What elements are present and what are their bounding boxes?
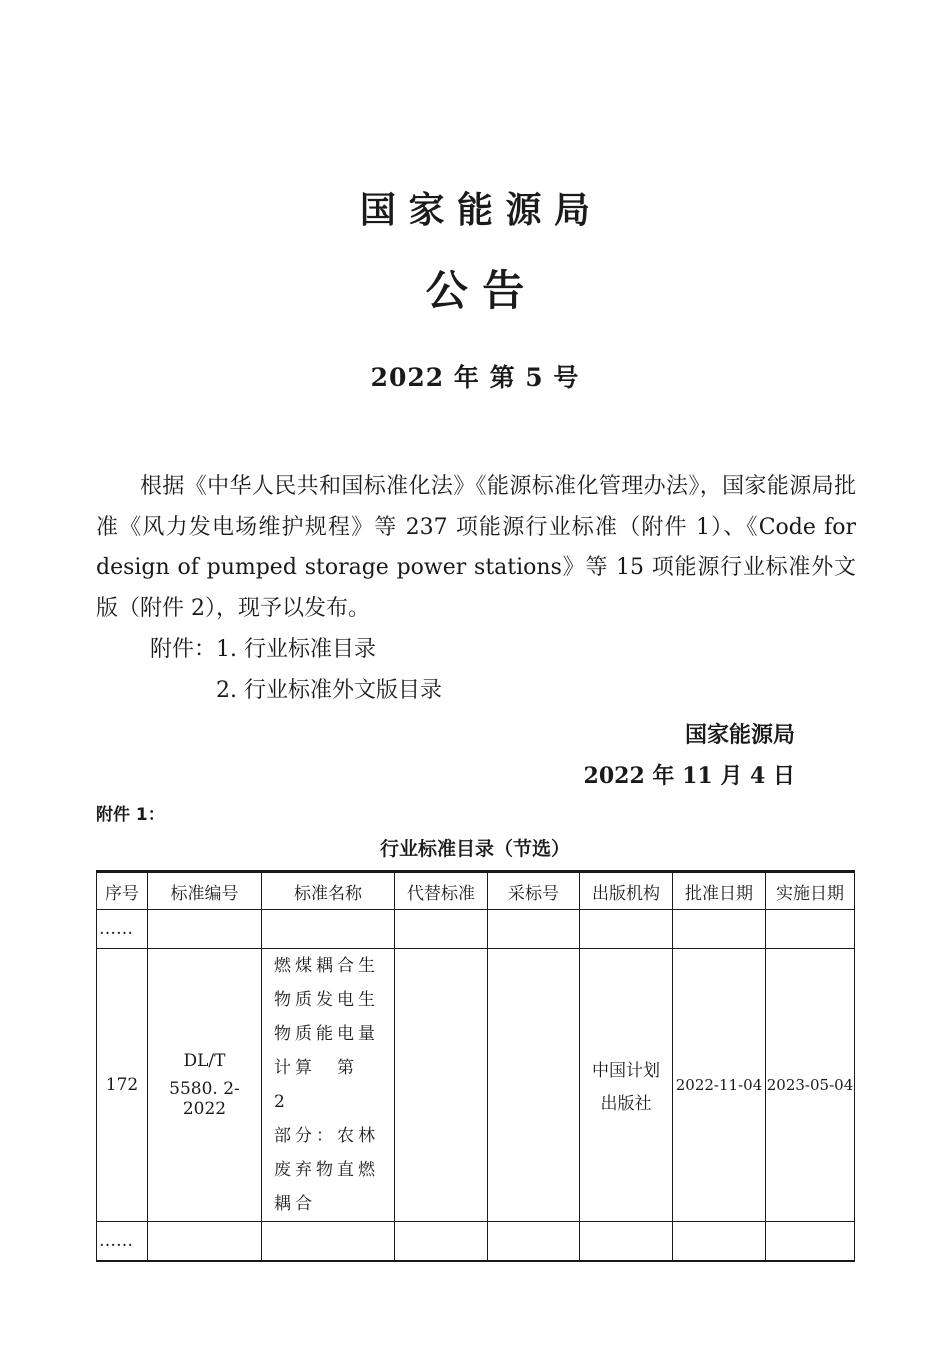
name-line: 燃煤耦合生 bbox=[274, 956, 379, 976]
document-number: 2022 年 第 5 号 bbox=[370, 363, 580, 392]
name-line: 耦合 bbox=[274, 1194, 316, 1214]
name-line: 废弃物直燃 bbox=[274, 1160, 379, 1180]
name-line: 计算 第 2 bbox=[274, 1058, 358, 1112]
signature-date: 2022 年 11 月 4 日 bbox=[583, 763, 795, 789]
code-cell bbox=[148, 949, 262, 1222]
seq-cell: 172 bbox=[97, 949, 148, 1222]
table-header-row bbox=[97, 872, 855, 910]
table-row-ellipsis bbox=[97, 1222, 855, 1262]
name-line: 物质发电生 bbox=[274, 990, 379, 1010]
column-header: 标准编号 bbox=[148, 872, 262, 910]
code-line: 5580. 2-2022 bbox=[169, 1079, 240, 1119]
column-header: 实施日期 bbox=[766, 872, 855, 910]
document-type-title: 公 告 bbox=[425, 266, 525, 315]
ellipsis-cell: …… bbox=[97, 1222, 148, 1262]
column-header: 采标号 bbox=[488, 872, 580, 910]
column-header: 标准名称 bbox=[262, 872, 395, 910]
approval-date-cell: 2022-11-04 bbox=[673, 949, 766, 1222]
code-line: DL/T bbox=[183, 1051, 226, 1071]
table-row-ellipsis bbox=[97, 910, 855, 949]
name-cell bbox=[262, 949, 395, 1222]
attachment-1-label: 附件 1： bbox=[96, 805, 165, 825]
column-header: 代替标准 bbox=[395, 872, 488, 910]
signature-issuer: 国家能源局 bbox=[684, 722, 795, 748]
column-header: 出版机构 bbox=[580, 872, 673, 910]
name-line: 部分：农林 bbox=[274, 1126, 379, 1146]
publisher-line: 出版社 bbox=[600, 1094, 652, 1114]
name-line: 物质能电量 bbox=[274, 1024, 379, 1044]
effective-date-cell: 2023-05-04 bbox=[766, 949, 855, 1222]
table-title: 行业标准目录（节选） bbox=[379, 838, 570, 860]
column-header: 序号 bbox=[97, 872, 148, 910]
attachments-list-item-1: 附件：1. 行业标准目录 bbox=[150, 637, 376, 662]
replaced-standard-cell bbox=[395, 949, 488, 1222]
attachments-list-item-2: 2. 行业标准外文版目录 bbox=[216, 678, 442, 703]
agency-title: 国 家 能 源 局 bbox=[359, 190, 591, 231]
publisher-line: 中国计划 bbox=[592, 1061, 660, 1081]
standards-table bbox=[96, 870, 855, 1262]
announcement-body bbox=[96, 467, 856, 629]
column-header: 批准日期 bbox=[673, 872, 766, 910]
adopted-number-cell bbox=[488, 949, 580, 1222]
publisher-cell bbox=[580, 949, 673, 1222]
ellipsis-cell: …… bbox=[97, 910, 148, 949]
announcement-paragraph: 根据《中华人民共和国标准化法》《能源标准化管理办法》，国家能源局批准《风力发电场维护规程》等 237 项能源行业标准（附件 1）、《Code for design of pumped storage power stations》等 15 项能源行业标准外文版（附件 2），现予以发布。 bbox=[96, 474, 856, 621]
table-row bbox=[97, 949, 855, 1222]
